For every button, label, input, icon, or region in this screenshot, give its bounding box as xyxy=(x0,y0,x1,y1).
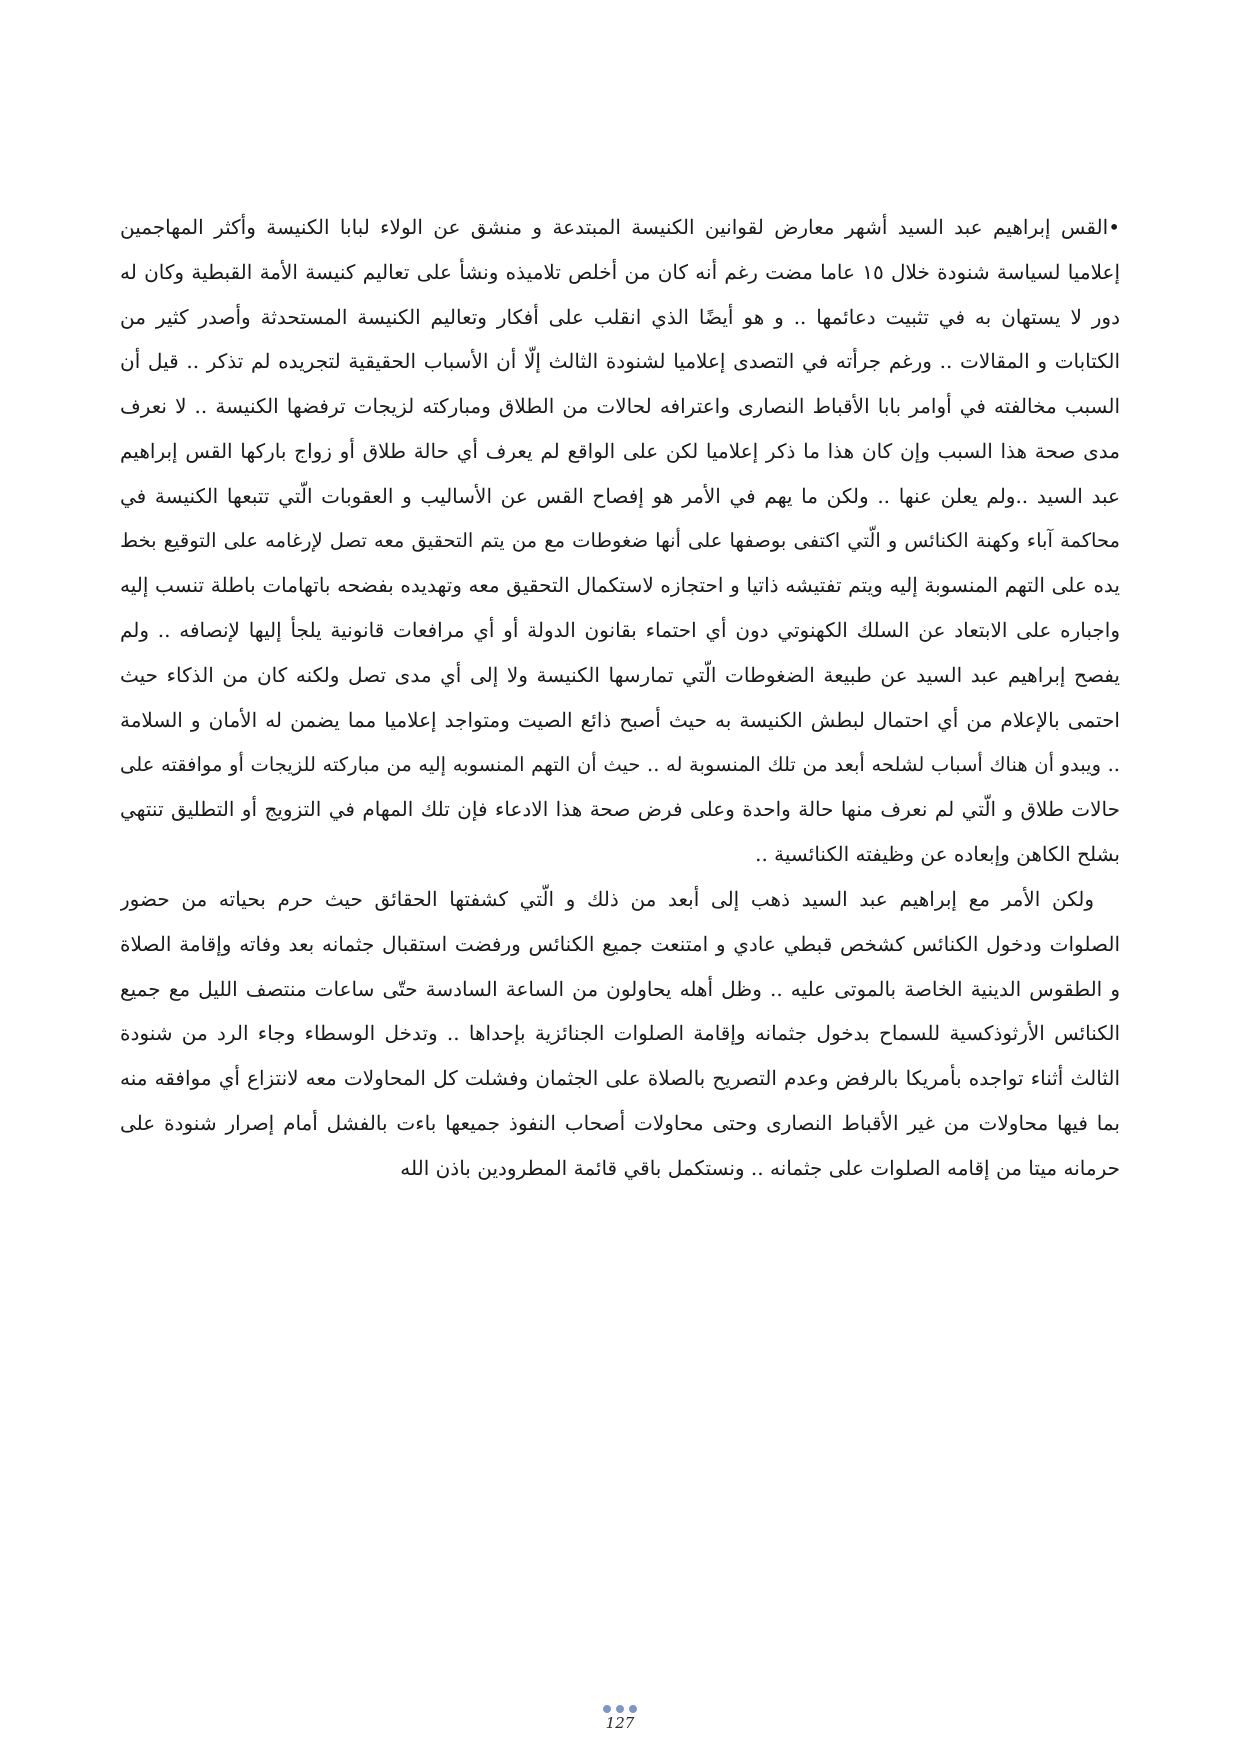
text-line: .. ويبدو أن هناك أسباب لشلحه أبعد من تلك المنسوبة له .. حيث أن التهم المنسوبه إليه من مباركته للزيجات أو موافقته على xyxy=(120,752,1120,776)
text-line: يفصح إبراهيم عبد السيد عن طبيعة الضغوطات الّتي تمارسها الكنيسة ولا إلى أي مدى تصل ولكنه كان من الذكاء حيث xyxy=(120,662,1120,687)
text-line: احتمى بالإعلام من أي احتمال لبطش الكنيسة به حيث أصبح ذائع الصيت ومتواجد إعلاميا مما يضمن له الأمان و السلامة xyxy=(120,707,1120,732)
dot-icon xyxy=(616,1705,624,1713)
text-line: •القس إبراهيم عبد السيد أشهر معارض لقوانين الكنيسة المبتدعة و منشق عن الولاء لبابا الكنيسة وأكثر المهاجمين xyxy=(120,215,1120,239)
dot-icon xyxy=(629,1705,637,1713)
text-line: مدى صحة هذا السبب وإن كان هذا ما ذكر إعلاميا لكن على الواقع لم يعرف أي حالة طلاق أو زواج باركها القس إبراهيم xyxy=(120,438,1120,463)
text-line: عبد السيد ..ولم يعلن عنها .. ولكن ما يهم في الأمر هو إفصاح القس عن الأساليب و العقوبات الّتي تتبعها الكنيسة في xyxy=(120,483,1120,508)
text-line: الكتابات و المقالات .. ورغم جرأته في التصدى إعلاميا لشنودة الثالث إلّا أن الأسباب الحقيقية لتجريده لم تذكر .. قيل أن xyxy=(120,349,1120,374)
text-line: الكنائس الأرثوذكسية للسماح بدخول جثمانه وإقامة الصلوات الجنائزية بإحداها .. وتدخل الوسطاء وجاء الرد من شنودة xyxy=(120,1021,1120,1046)
page-footer xyxy=(570,1704,670,1732)
text-line: حالات طلاق و الّتي لم نعرف منها حالة واحدة وعلى فرض صحة هذا الادعاء فإن تلك المهام في التزويج أو التطليق تنتهي xyxy=(120,797,1120,822)
text-line: ولكن الأمر مع إبراهيم عبد السيد ذهب إلى أبعد من ذلك و الّتي كشفتها الحقائق حيث حرم بحياته من حضور xyxy=(120,886,1094,911)
text-line: الثالث أثناء تواجده بأمريكا بالرفض وعدم التصريح بالصلاة على الجثمان وفشلت كل المحاولات معه لانتزاع أي موافقه منه xyxy=(120,1066,1120,1091)
page-number: 127 xyxy=(605,1714,635,1732)
text-line: إعلاميا لسياسة شنودة خلال ١٥ عاما مضت رغم أنه كان من أخلص تلاميذه ونشأ على تعاليم كنيسة الأمة القبطية وكان له xyxy=(120,259,1120,284)
text-line: بما فيها محاولات من غير الأقباط النصارى وحتى محاولات أصحاب النفوذ جميعها باءت بالفشل أمام إصرار شنودة على xyxy=(120,1110,1120,1135)
text-line: واجباره على الابتعاد عن السلك الكهنوتي دون أي احتماء بقانون الدولة أو أي مرافعات قانونية يلجأ إليها لإنصافه .. ولم xyxy=(120,618,1120,643)
text-line: الصلوات ودخول الكنائس كشخص قبطي عادي و امتنعت جميع الكنائس ورفضت استقبال جثمانه بعد وفاته وإقامة الصلاة xyxy=(120,931,1120,956)
text-line: دور لا يستهان به في تثبيت دعائمها .. و هو أيضًا الذي انقلب على أفكار وتعاليم الكنيسة المستحدثة وأصدر كثير من xyxy=(120,304,1120,329)
text-line: السبب مخالفته في أوامر بابا الأقباط النصارى واعترافه لحالات من الطلاق ومباركته لزيجات ترفضها الكنيسة .. لا نعرف xyxy=(120,394,1120,419)
text-line: و الطقوس الدينية الخاصة بالموتى عليه .. وظل أهله يحاولون من الساعة السادسة حتّى ساعات منتصف الليل مع جميع xyxy=(120,976,1120,1001)
body-text xyxy=(120,205,1120,1191)
ellipsis-dots-icon xyxy=(570,1704,670,1714)
text-line: حرمانه ميتا من إقامه الصلوات على جثمانه .. ونستكمل باقي قائمة المطرودين باذن الله xyxy=(400,1155,1120,1180)
text-line: يده على التهم المنسوبة إليه ويتم تفتيشه ذاتيا و احتجازه لاستكمال التحقيق معه وتهديده بفضحه باتهامات باطلة تنسب إليه xyxy=(120,573,1120,598)
text-line: بشلح الكاهن وإبعاده عن وظيفته الكنائسية .. xyxy=(755,842,1120,867)
dot-icon xyxy=(603,1705,611,1713)
text-line: محاكمة آباء وكهنة الكنائس و الّتي اكتفى بوصفها على أنها ضغوطات مع من يتم التحقيق معه تصل لإرغامه على التوقيع بخط xyxy=(120,528,1120,552)
